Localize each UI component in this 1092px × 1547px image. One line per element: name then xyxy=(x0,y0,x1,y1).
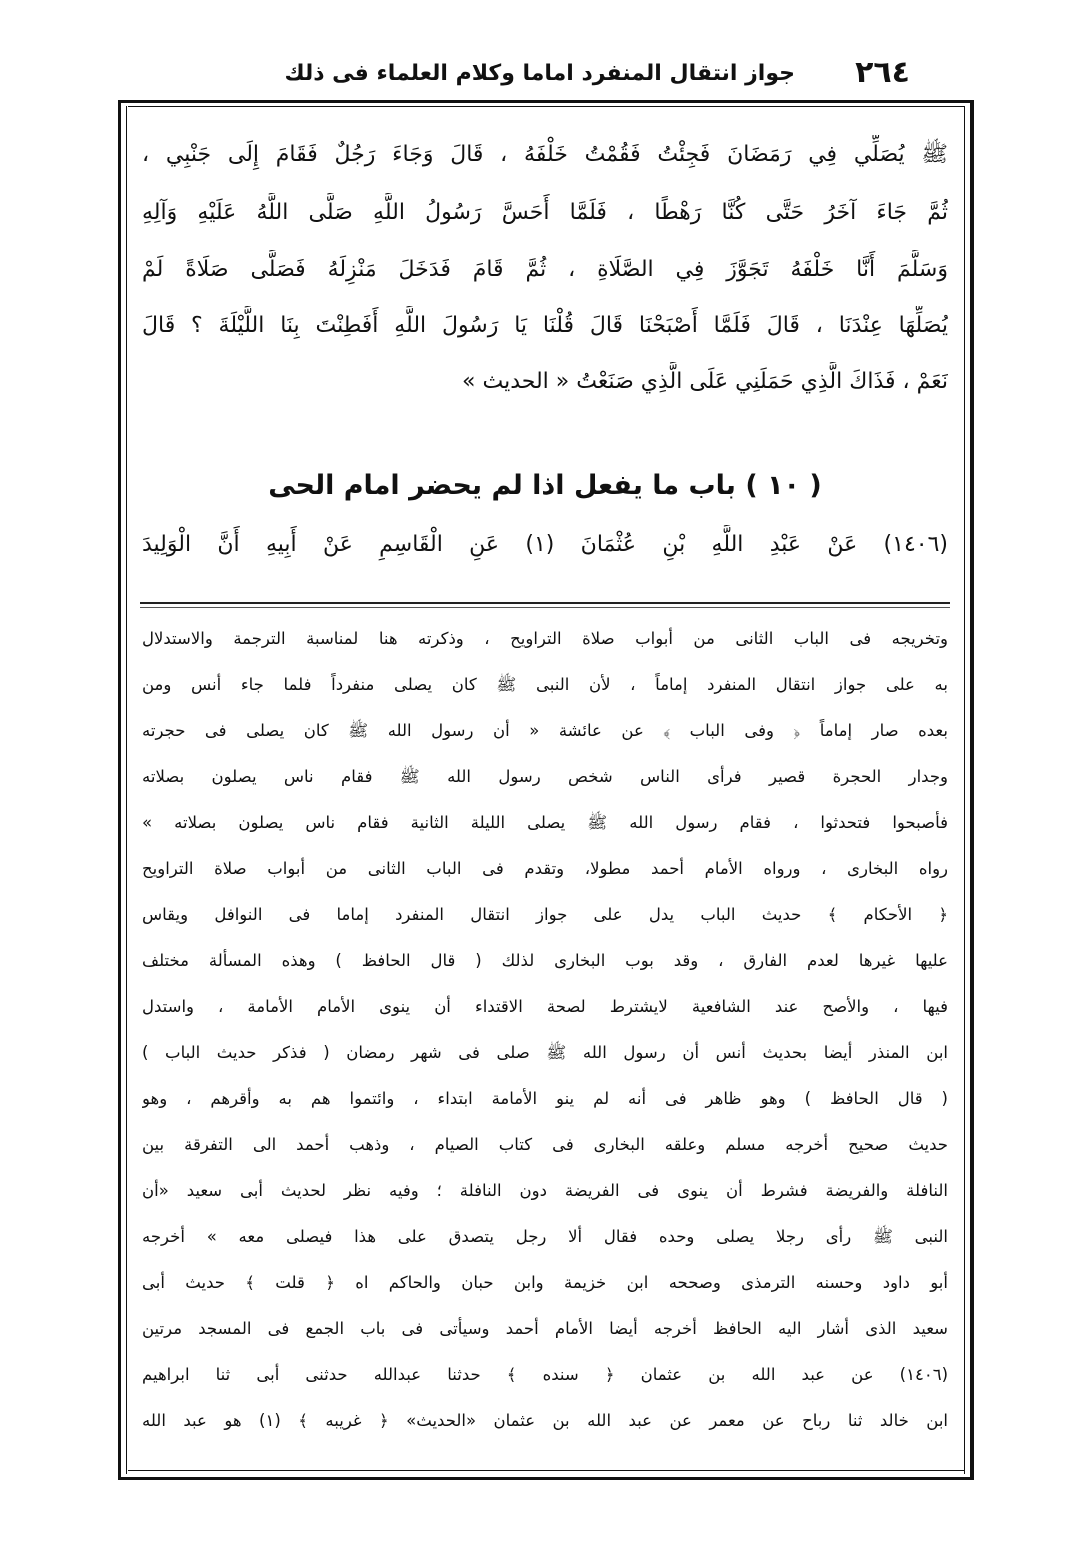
commentary-line: ابن خالد ثنا رباح عن معمر عن عبد الله بن عثمان «الحديث» ﴿ غريبه ﴾ (١) هو عبد الله xyxy=(142,1411,948,1430)
commentary-line: ( قال الحافظ ) وهو ظاهر فى أنه لم ينو الأمامة ابتداء ، وائتموا هم به وأقرهم ، وهو xyxy=(142,1089,948,1108)
commentary-line: ﴿ الأحكام ﴾ حديث الباب يدل على جواز انتقال المنفرد إماما فى النوافل ويقاس xyxy=(142,905,948,924)
main-line: وَسَلَّمَ أَنَّا خَلْفَهُ تَجَوَّزَ فِي الصَّلَاةِ ، ثُمَّ قَامَ فَدَخَلَ مَنْزِلَهُ فَصَلَّى صَلَاةً لَمْ xyxy=(142,257,948,282)
main-line: ﷺ يُصَلِّي فِي رَمَضَانَ فَجِئْتُ فَقُمْتُ خَلْفَهُ ، قَالَ وَجَاءَ رَجُلٌ فَقَامَ إِلَى جَنْبِي ، xyxy=(142,142,948,167)
running-header xyxy=(284,55,910,99)
hadith-line: (١٤٠٦) عَنْ عَبْدِ اللَّهِ بْنِ عُثْمَانَ (١) عَنِ الْقَاسِمِ عَنْ أَبِيهِ أَنَّ الْوَلِيدَ xyxy=(142,532,948,557)
frame-border-left xyxy=(118,100,121,1480)
frame-border-top xyxy=(120,100,972,103)
frame-border-bottom-inner xyxy=(128,1470,964,1471)
main-line: نَعَمْ ، فَذَاكَ الَّذِي حَمَلَنِي عَلَى الَّذِي صَنَعْتُ « الحديث » xyxy=(462,369,948,394)
running-title: جواز انتقال المنفرد اماما وكلام العلماء فى ذلك xyxy=(284,61,795,86)
commentary-line: رواه البخارى ، ورواه الأمام أحمد مطولا، وتقدم فى الباب الثانى من أبواب صلاة التراويح xyxy=(142,859,948,878)
frame-border-top-inner xyxy=(128,106,964,107)
page-number: ٢٦٤ xyxy=(855,55,910,90)
commentary-line: عليها غيرها لعدم الفارق ، وقد بوب البخارى لذلك ( قال الحافظ ) وهذه المسألة مختلف xyxy=(142,951,948,970)
commentary-line: فيها ، والأصح عند الشافعية لايشترط لصحة الاقتداء أن ينوى الأمام الأمامة ، واستدل xyxy=(142,997,948,1016)
commentary-line: سعيد الذى أشار اليه الحافظ أخرجه أيضا الأمام أحمد وسيأتى فى باب الجمع فى المسجد مرتين xyxy=(142,1319,948,1338)
chapter-heading: ( ١٠ ) باب ما يفعل اذا لم يحضر امام الحى xyxy=(268,470,822,501)
main-line: يُصَلِّهَا عِنْدَنَا ، قَالَ فَلَمَّا أَصْبَحْنَا قَالَ قُلْنَا يَا رَسُولَ اللَّهِ أَفَطِنْتَ بِنَا اللَّيْلَةَ ؟ قَالَ xyxy=(142,313,948,338)
frame-border-left-inner xyxy=(126,106,127,1474)
commentary-line: بعده صار إماماً ﴿ وفى الباب ﴾ عن عائشة « أن رسول الله ﷺ كان يصلى فى حجرته xyxy=(142,721,948,740)
commentary-line: به على جواز انتقال المنفرد إماماً ، لأن النبى ﷺ كان يصلى منفرداً فلما جاء أنس ومن xyxy=(142,675,948,694)
frame-border-right xyxy=(970,100,974,1480)
commentary-line: النبى ﷺ رأى رجلا يصلى وحده فقال ألا رجل يتصدق على هذا فيصلى معه » أخرجه xyxy=(142,1227,948,1246)
commentary-line: وجدار الحجرة قصير فرأى الناس شخص رسول الله ﷺ فقام ناس يصلون بصلاته xyxy=(142,767,948,786)
frame-border-right-inner xyxy=(964,106,965,1474)
commentary-line: (١٤٠٦) عن عبد الله بن عثمان ﴿ سنده ﴾ حدثنا عبدالله حدثنى أبى ثنا ابراهيم xyxy=(142,1365,948,1384)
main-line: ثُمَّ جَاءَ آخَرُ حَتَّى كُنَّا رَهْطًا ، فَلَمَّا أَحَسَّ رَسُولُ اللَّهِ صَلَّى اللَّهُ عَلَيْهِ وَآلِهِ xyxy=(142,200,948,225)
commentary-line: ابن المنذر أيضا بحديث أنس أن رسول الله ﷺ صلى فى شهر رمضان ( فذكر حديث الباب ) xyxy=(142,1043,948,1062)
commentary-line: فأصبحوا فتحدثوا ، فقام رسول الله ﷺ يصلى الليلة الثانية فقام ناس يصلون بصلاته » xyxy=(142,813,948,832)
divider-thin xyxy=(140,607,950,608)
commentary-line: حديث صحيح أخرجه مسلم وعلقه البخارى فى كتاب الصيام ، وذهب أحمد الى التفرقة بين xyxy=(142,1135,948,1154)
commentary-line: وتخريجه فى الباب الثانى من أبواب صلاة التراويح ، وذكرته هنا لمناسبة الترجمة والاستدلال xyxy=(142,629,948,648)
divider xyxy=(140,602,950,604)
frame-border-bottom xyxy=(118,1477,974,1480)
commentary-line: أبو داود وحسنه الترمذى وصححه ابن خزيمة وابن حبان والحاكم اه ﴿ قلت ﴾ حديث أبى xyxy=(142,1273,948,1292)
commentary-line: النافلة والفريضة فشرط أن ينوى فى الفريضة دون النافلة ؛ وفيه نظر لحديث أبى سعيد «أن xyxy=(142,1181,948,1200)
